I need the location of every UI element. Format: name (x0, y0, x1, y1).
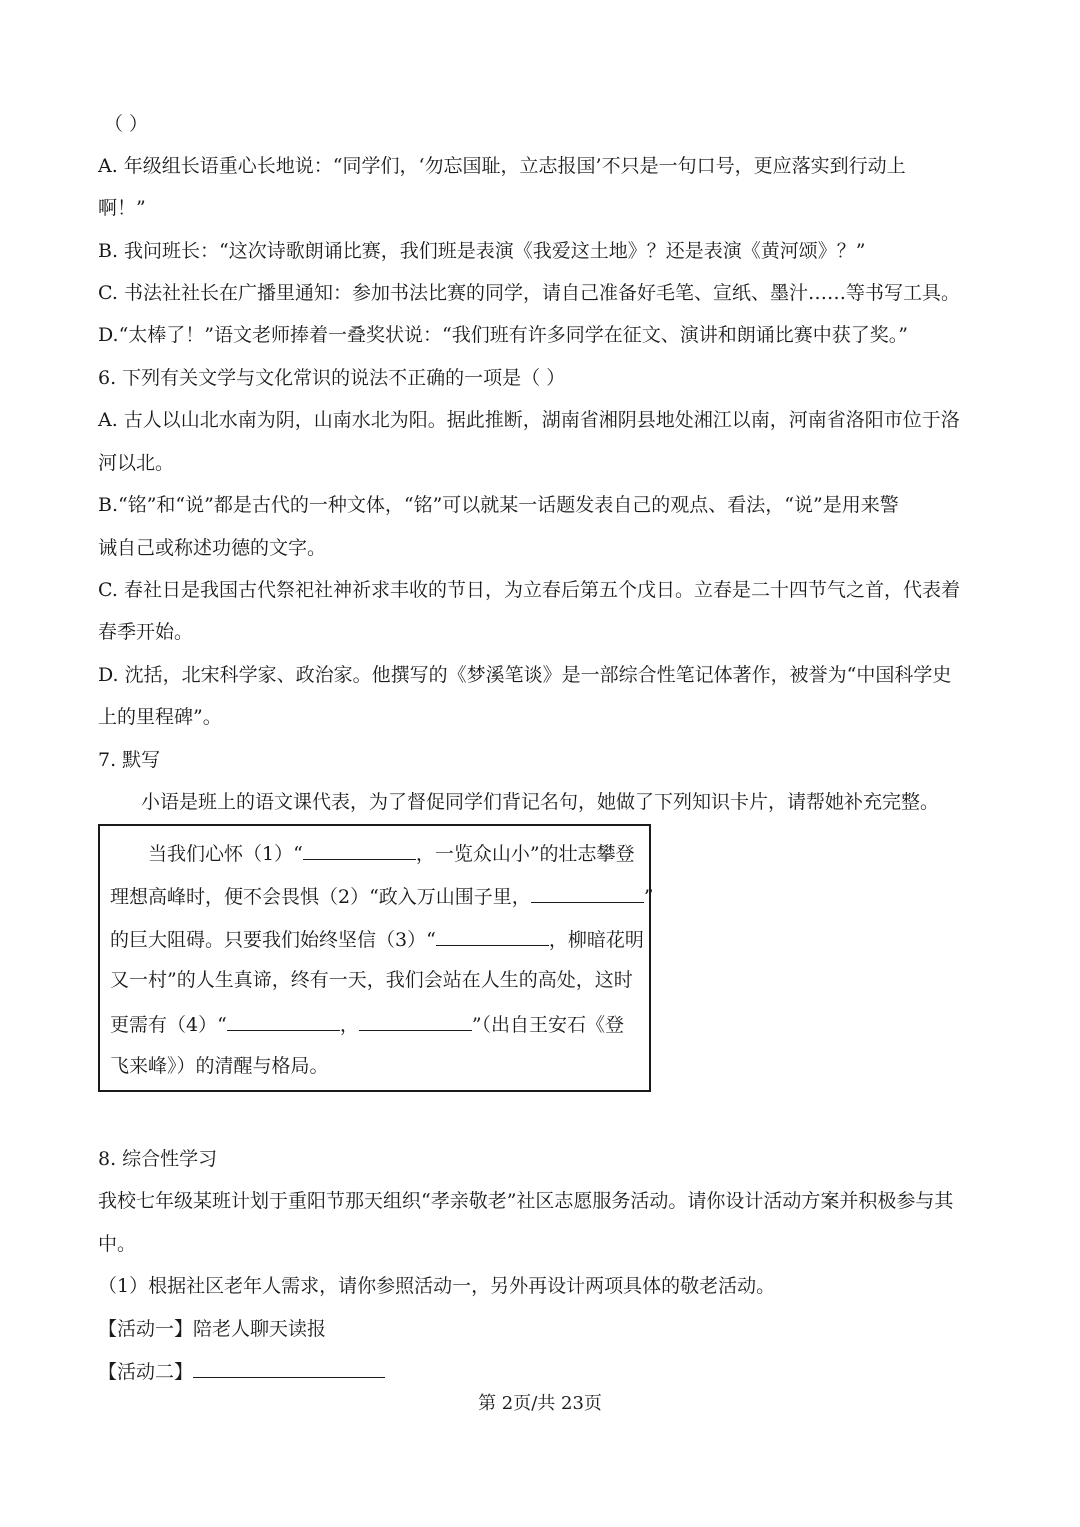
q7-intro: 小语是班上的语文课代表，为了督促同学们背记名句，她做了下列知识卡片，请帮她补充完整。 (141, 791, 940, 813)
q6-option-c-line2: 春季开始。 (98, 621, 194, 643)
card-line-5-text-b: ， (339, 1014, 359, 1036)
card-line-2 (110, 884, 654, 909)
card-line-2-text-a: 理想高峰时，便不会畏惧（2）“政入万山围子里， (110, 886, 531, 908)
q5-option-b: B. 我问班长：“这次诗歌朗诵比赛，我们班是表演《我爱这土地》？还是表演《黄河颂》？” (98, 240, 866, 262)
card-line-1-text-b: ，一览众山小”的壮志攀登 (415, 843, 635, 865)
card-line-1 (148, 841, 635, 866)
card-line-3 (110, 927, 644, 952)
card-line-1-text-a: 当我们心怀（1）“ (148, 843, 303, 865)
q6-option-b-line2: 诫自己或称述功德的文字。 (98, 537, 327, 559)
blank-1[interactable] (303, 841, 416, 860)
card-line-5 (110, 1012, 624, 1037)
q6-option-a-line2: 河以北。 (98, 452, 175, 474)
q6-option-d-line1: D. 沈括，北宋科学家、政治家。他撰写的《梦溪笔谈》是一部综合性笔记体著作，被誉为“中国科学史 (98, 664, 952, 686)
q5-option-a-line1: A. 年级组长语重心长地说：“同学们，‘勿忘国耻，立志报国’不只是一句口号，更应落实到行动上 (98, 155, 906, 177)
q8-title: 8. 综合性学习 (98, 1148, 218, 1170)
q5-option-c: C. 书法社社长在广播里通知：参加书法比赛的同学，请自己准备好毛笔、宣纸、墨汁……等书写工具。 (98, 282, 960, 304)
q5-option-a-line2: 啊！” (98, 197, 146, 219)
q8-intro-line2: 中。 (98, 1233, 137, 1255)
activity-2-label: 【活动二】 (98, 1361, 194, 1383)
activity-2 (98, 1359, 385, 1384)
blank-4b[interactable] (359, 1012, 472, 1031)
q6-option-a-line1: A. 古人以山北水南为阴，山南水北为阳。据此推断，湖南省湘阴县地处湘江以南，河南省洛阳市位于洛 (98, 409, 960, 431)
card-line-5-text-a: 更需有（4）“ (110, 1014, 227, 1036)
q8-sub-question-1: （1）根据社区老年人需求，请你参照活动一，另外再设计两项具体的敬老活动。 (98, 1275, 776, 1297)
q7-title: 7. 默写 (98, 749, 161, 771)
card-line-2-text-b: ” (643, 886, 654, 908)
q5-answer-bracket: （ ） (104, 113, 149, 135)
activity-2-blank[interactable] (193, 1359, 385, 1378)
q6-option-d-line2: 上的里程碑”。 (98, 706, 222, 728)
activity-1: 【活动一】陪老人聊天读报 (98, 1318, 327, 1340)
q6-option-c-line1: C. 春社日是我国古代祭祀社神祈求丰收的节日，为立春后第五个戊日。立春是二十四节气之首，代表着 (98, 579, 960, 601)
q8-intro-line1: 我校七年级某班计划于重阳节那天组织“孝亲敬老”社区志愿服务活动。请你设计活动方案并积极参与其 (98, 1190, 954, 1212)
page-number: 第 2页/共 23页 (478, 1393, 602, 1414)
blank-3[interactable] (436, 927, 549, 946)
card-line-5-text-c: ”（出自王安石《登 (471, 1014, 625, 1036)
card-line-4: 又一村”的人生真谛，终有一天，我们会站在人生的高处，这时 (110, 969, 633, 991)
blank-4a[interactable] (227, 1012, 340, 1031)
q6-stem: 6. 下列有关文学与文化常识的说法不正确的一项是（ ） (98, 367, 566, 389)
card-line-3-text-b: ，柳暗花明 (548, 929, 644, 951)
card-line-3-text-a: 的巨大阻碍。只要我们始终坚信（3）“ (110, 929, 436, 951)
blank-2[interactable] (531, 884, 644, 903)
q6-option-b-line1: B.“铭”和“说”都是古代的一种文体，“铭”可以就某一话题发表自己的观点、看法，“说”是用来警 (98, 494, 899, 516)
card-line-6: 飞来峰》）的清醒与格局。 (110, 1055, 329, 1077)
q5-option-d: D.“太棒了！”语文老师捧着一叠奖状说：“我们班有许多同学在征文、演讲和朗诵比赛中获了奖。” (98, 324, 908, 346)
